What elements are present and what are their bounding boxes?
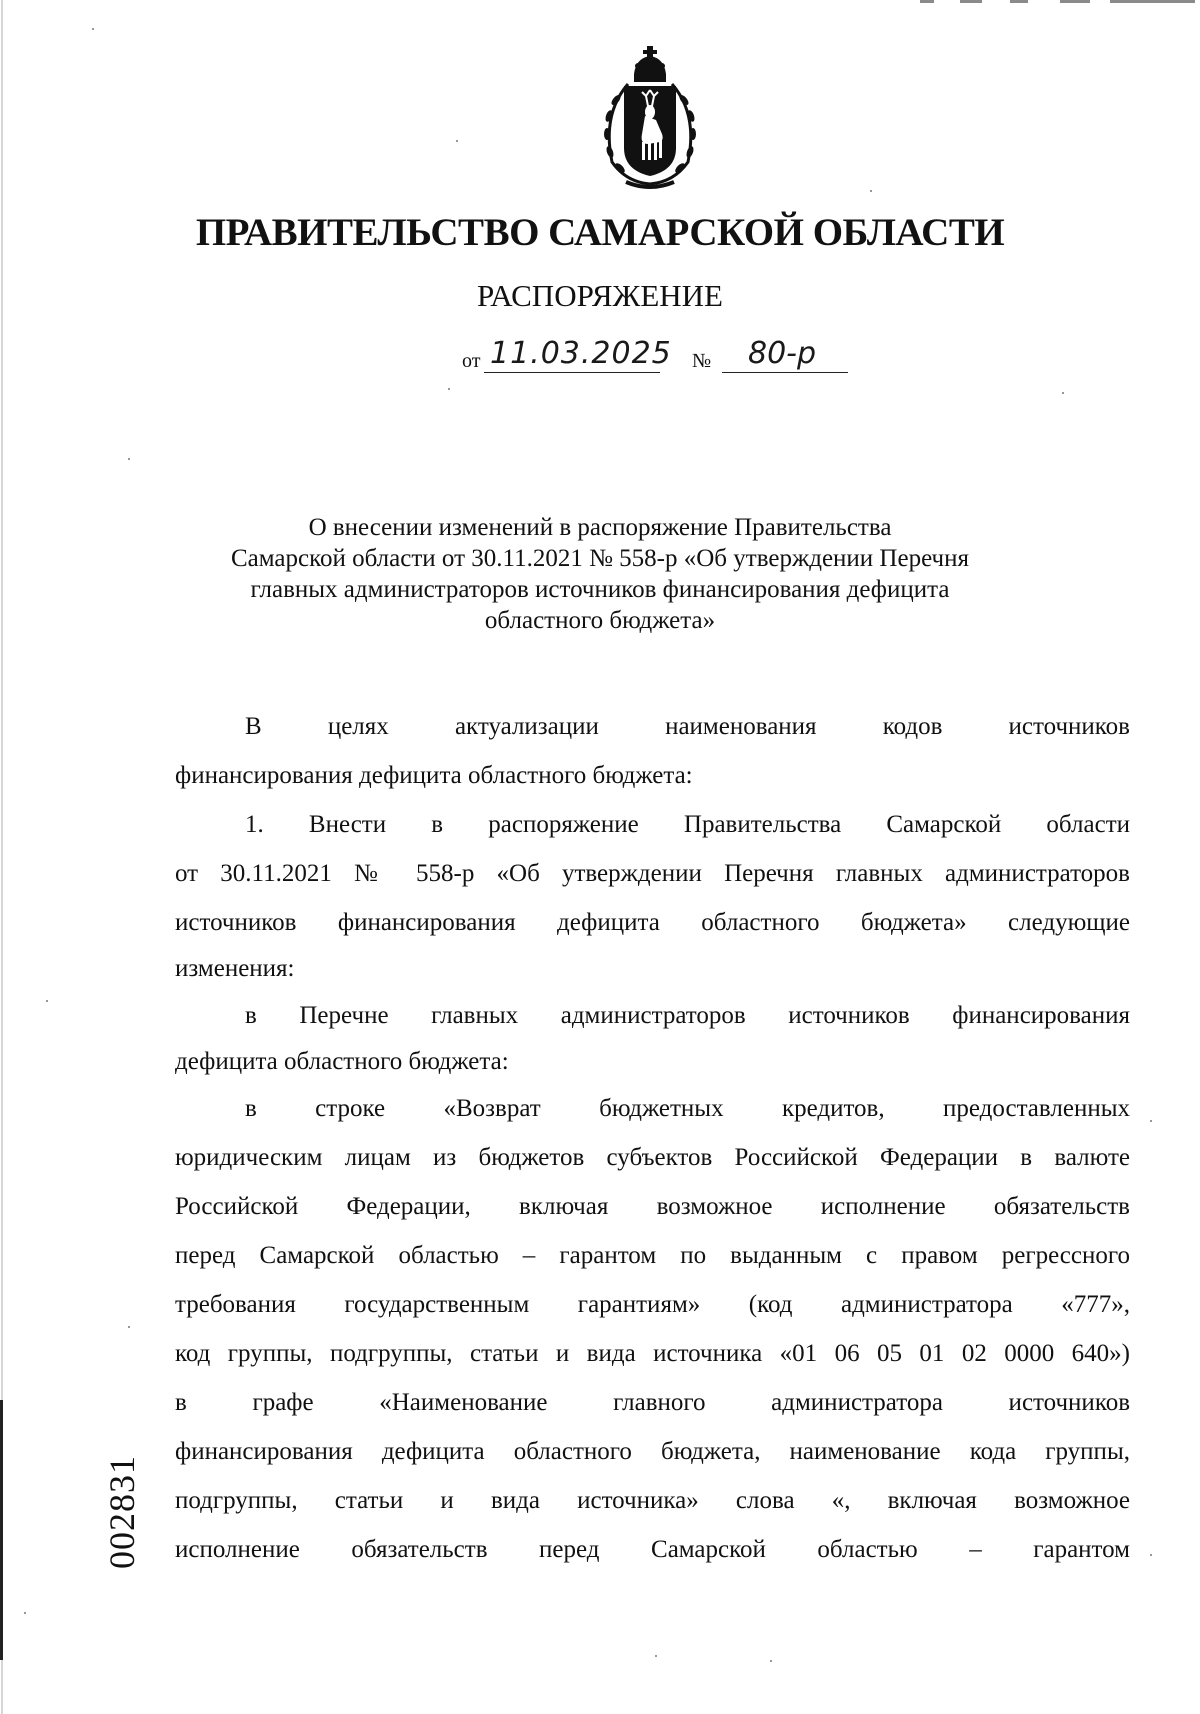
number-prefix-label: № [692,350,712,372]
scan-speck [1150,1120,1152,1122]
scan-speck [128,458,130,460]
document-date-number-line [462,336,862,376]
scan-speck [1062,392,1064,394]
scan-speck [655,1655,657,1657]
body-line: подгруппы, статьи и вида источника» слова «, включая возможное [175,1487,1130,1514]
scan-speck [24,1612,26,1614]
body-line: перед Самарской областью – гарантом по выданным с правом регрессного [175,1242,1130,1269]
scan-speck [1150,1554,1152,1556]
body-line: требования государственным гарантиям» (код администратора «777», [175,1291,1130,1318]
scan-top-dashes [900,0,1200,4]
scan-speck [128,1326,130,1328]
body-line: код группы, подгруппы, статьи и вида источника «01 06 05 01 02 0000 640») [175,1340,1130,1367]
date-field [484,336,672,373]
body-line: в Перечне главных администраторов источников финансирования [245,1002,1130,1029]
scan-speck [456,140,458,142]
body-line: В целях актуализации наименования кодов источников [245,713,1130,740]
side-registration-number-text: 002831 [102,1455,142,1569]
scan-speck [870,190,872,192]
handwritten-date: 11.03.2025 [490,336,672,371]
subject-line: главных администраторов источников финансирования дефицита [250,576,950,603]
body-line: дефицита областного бюджета: [175,1048,509,1075]
organization-title: ПРАВИТЕЛЬСТВО САМАРСКОЙ ОБЛАСТИ [195,211,1005,254]
body-line: Российской Федерации, включая возможное исполнение обязательств [175,1193,1130,1220]
date-prefix-label: от [462,350,481,372]
document-type: РАСПОРЯЖЕНИЕ [477,278,723,313]
handwritten-number: 80-р [748,336,817,371]
document-subject [200,512,1000,636]
body-line: в графе «Наименование главного администратора источников [175,1389,1130,1416]
subject-line: Самарской области от 30.11.2021 № 558-р «Об утверждении Перечня [230,545,970,572]
scan-speck [770,1660,772,1662]
scan-speck [448,388,450,390]
body-line: 1. Внести в распоряжение Правительства Самарской области [245,811,1130,838]
body-line: юридическим лицам из бюджетов субъектов Российской Федерации в валюте [175,1144,1130,1171]
body-line: изменения: [175,955,295,982]
subject-line: областного бюджета» [484,607,716,634]
subject-line: О внесении изменений в распоряжение Правительства [308,514,892,541]
body-line: исполнение обязательств перед Самарской областью – гарантом [175,1536,1130,1563]
number-field [722,336,848,373]
body-line: в строке «Возврат бюджетных кредитов, предоставленных [245,1095,1130,1122]
body-line: источников финансирования дефицита областного бюджета» следующие [175,909,1130,936]
scan-speck [92,28,94,30]
samara-coat-of-arms-icon [590,44,710,194]
body-line: от 30.11.2021 № 558-р «Об утверждении Перечня главных администраторов [175,860,1130,887]
scan-speck [46,1000,48,1002]
side-registration-number [92,1412,152,1612]
body-line: финансирования дефицита областного бюджета, наименование кода группы, [175,1438,1130,1465]
body-line: финансирования дефицита областного бюджета: [175,762,693,789]
document-body [175,702,1130,1574]
scan-margin-mark [0,1400,3,1660]
